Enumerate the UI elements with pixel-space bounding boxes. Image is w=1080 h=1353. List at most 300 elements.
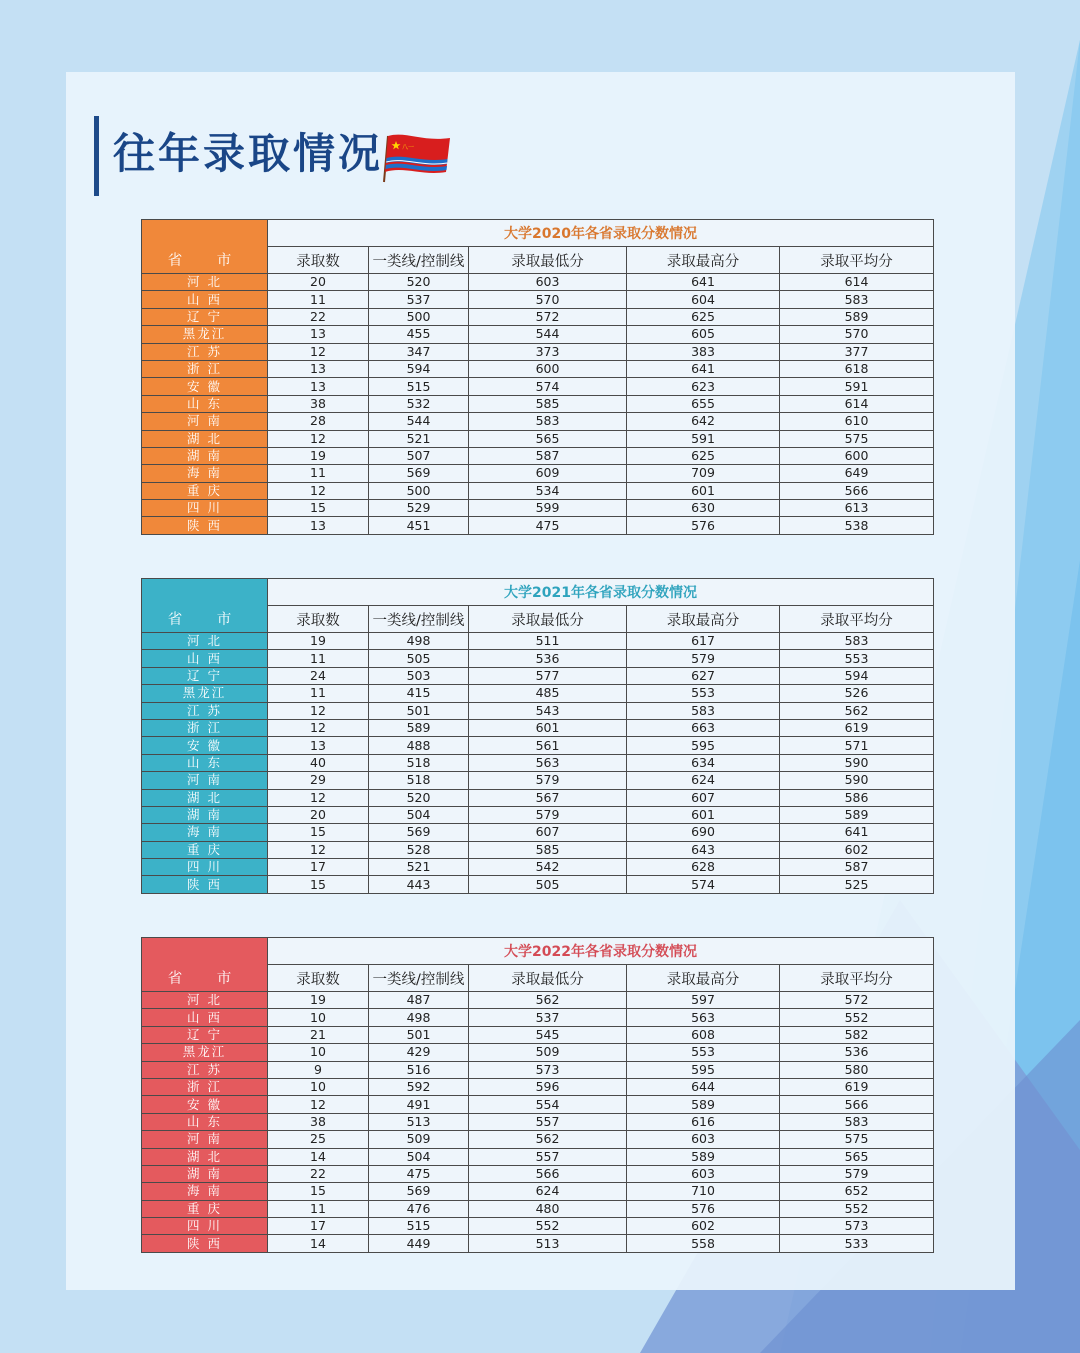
cell-admitted-count: 13 [268, 517, 369, 534]
cell-control-line: 529 [369, 500, 469, 517]
cell-province: 湖 南 [142, 806, 268, 823]
cell-max-score: 663 [627, 719, 780, 736]
table-caption-row [142, 220, 934, 247]
header-min-score: 录取最低分 [469, 965, 627, 992]
cell-province: 安 徽 [142, 737, 268, 754]
cell-avg-score: 552 [780, 1009, 934, 1026]
cell-min-score: 536 [469, 650, 627, 667]
cell-min-score: 624 [469, 1183, 627, 1200]
cell-min-score: 596 [469, 1078, 627, 1095]
table-row [142, 667, 934, 684]
header-province: 省 市 [142, 247, 268, 274]
cell-admitted-count: 17 [268, 1218, 369, 1235]
cell-avg-score: 583 [780, 1113, 934, 1130]
cell-province: 浙 江 [142, 1078, 268, 1095]
cell-province: 陕 西 [142, 517, 268, 534]
cell-min-score: 475 [469, 517, 627, 534]
cell-avg-score: 587 [780, 859, 934, 876]
cell-min-score: 579 [469, 806, 627, 823]
header-avg-score: 录取平均分 [780, 965, 934, 992]
cell-avg-score: 566 [780, 1096, 934, 1113]
cell-avg-score: 652 [780, 1183, 934, 1200]
header-control-line: 一类线/控制线 [369, 606, 469, 633]
table-row [142, 1026, 934, 1043]
cell-province: 湖 北 [142, 789, 268, 806]
cell-control-line: 498 [369, 633, 469, 650]
cell-admitted-count: 12 [268, 719, 369, 736]
cell-control-line: 501 [369, 702, 469, 719]
cell-province: 湖 北 [142, 1148, 268, 1165]
cell-avg-score: 613 [780, 500, 934, 517]
table-row [142, 737, 934, 754]
cell-control-line: 569 [369, 465, 469, 482]
table-row [142, 1165, 934, 1182]
cell-min-score: 570 [469, 291, 627, 308]
cell-province: 四 川 [142, 500, 268, 517]
cell-province: 江 苏 [142, 343, 268, 360]
cell-admitted-count: 19 [268, 633, 369, 650]
cell-min-score: 534 [469, 482, 627, 499]
cell-max-score: 591 [627, 430, 780, 447]
cell-max-score: 576 [627, 1200, 780, 1217]
header-control-line: 一类线/控制线 [369, 247, 469, 274]
table-row [142, 1096, 934, 1113]
cell-min-score: 542 [469, 859, 627, 876]
cell-avg-score: 565 [780, 1148, 934, 1165]
header-max-score: 录取最高分 [627, 606, 780, 633]
table-row [142, 1200, 934, 1217]
cell-avg-score: 562 [780, 702, 934, 719]
cell-max-score: 604 [627, 291, 780, 308]
cell-province: 海 南 [142, 465, 268, 482]
table-row [142, 482, 934, 499]
table-row [142, 1148, 934, 1165]
cell-province: 河 南 [142, 772, 268, 789]
cell-admitted-count: 38 [268, 1113, 369, 1130]
cell-avg-score: 583 [780, 291, 934, 308]
cell-avg-score: 566 [780, 482, 934, 499]
cell-max-score: 589 [627, 1096, 780, 1113]
cell-min-score: 485 [469, 685, 627, 702]
cell-admitted-count: 12 [268, 841, 369, 858]
cell-avg-score: 533 [780, 1235, 934, 1252]
cell-control-line: 347 [369, 343, 469, 360]
table-row [142, 1078, 934, 1095]
cell-province: 陕 西 [142, 876, 268, 893]
table-row [142, 291, 934, 308]
header-province: 省 市 [142, 606, 268, 633]
header-max-score: 录取最高分 [627, 965, 780, 992]
cell-control-line: 500 [369, 308, 469, 325]
cell-max-score: 709 [627, 465, 780, 482]
cell-province: 陕 西 [142, 1235, 268, 1252]
flag-text: 八一 [402, 144, 415, 151]
caption-accent-cell [142, 579, 268, 606]
cell-admitted-count: 11 [268, 650, 369, 667]
cell-max-score: 617 [627, 633, 780, 650]
cell-admitted-count: 13 [268, 378, 369, 395]
cell-avg-score: 641 [780, 824, 934, 841]
cell-avg-score: 538 [780, 517, 934, 534]
cell-max-score: 579 [627, 650, 780, 667]
cell-min-score: 609 [469, 465, 627, 482]
cell-admitted-count: 10 [268, 1044, 369, 1061]
cell-max-score: 655 [627, 395, 780, 412]
cell-admitted-count: 40 [268, 754, 369, 771]
cell-max-score: 595 [627, 1061, 780, 1078]
cell-province: 江 苏 [142, 1061, 268, 1078]
table-row [142, 343, 934, 360]
cell-max-score: 627 [627, 667, 780, 684]
cell-avg-score: 589 [780, 806, 934, 823]
cell-admitted-count: 9 [268, 1061, 369, 1078]
cell-admitted-count: 15 [268, 1183, 369, 1200]
cell-avg-score: 590 [780, 754, 934, 771]
cell-max-score: 690 [627, 824, 780, 841]
cell-max-score: 628 [627, 859, 780, 876]
table-row [142, 772, 934, 789]
header-avg-score: 录取平均分 [780, 606, 934, 633]
cell-max-score: 583 [627, 702, 780, 719]
table-row [142, 517, 934, 534]
cell-province: 辽 宁 [142, 308, 268, 325]
table-row [142, 308, 934, 325]
cell-control-line: 504 [369, 1148, 469, 1165]
cell-max-score: 625 [627, 447, 780, 464]
cell-control-line: 475 [369, 1165, 469, 1182]
cell-avg-score: 614 [780, 274, 934, 291]
cell-province: 重 庆 [142, 841, 268, 858]
cell-max-score: 597 [627, 992, 780, 1009]
cell-admitted-count: 25 [268, 1131, 369, 1148]
table-caption: 大学2022年各省录取分数情况 [268, 938, 934, 965]
cell-province: 山 东 [142, 395, 268, 412]
table-row [142, 1044, 934, 1061]
cell-admitted-count: 11 [268, 465, 369, 482]
cell-province: 海 南 [142, 1183, 268, 1200]
cell-avg-score: 594 [780, 667, 934, 684]
cell-control-line: 491 [369, 1096, 469, 1113]
cell-admitted-count: 11 [268, 685, 369, 702]
caption-accent-cell [142, 938, 268, 965]
table-row [142, 465, 934, 482]
cell-min-score: 543 [469, 702, 627, 719]
cell-min-score: 545 [469, 1026, 627, 1043]
cell-avg-score: 571 [780, 737, 934, 754]
cell-max-score: 616 [627, 1113, 780, 1130]
table-row [142, 1218, 934, 1235]
table-row [142, 719, 934, 736]
cell-province: 安 徽 [142, 378, 268, 395]
cell-max-score: 641 [627, 360, 780, 377]
table-caption-row [142, 579, 934, 606]
cell-max-score: 602 [627, 1218, 780, 1235]
cell-avg-score: 583 [780, 633, 934, 650]
cell-min-score: 505 [469, 876, 627, 893]
table-caption: 大学2021年各省录取分数情况 [268, 579, 934, 606]
cell-admitted-count: 19 [268, 447, 369, 464]
cell-avg-score: 590 [780, 772, 934, 789]
cell-min-score: 579 [469, 772, 627, 789]
table-row [142, 992, 934, 1009]
cell-max-score: 603 [627, 1165, 780, 1182]
cell-avg-score: 619 [780, 719, 934, 736]
cell-max-score: 603 [627, 1131, 780, 1148]
cell-admitted-count: 29 [268, 772, 369, 789]
table-row [142, 754, 934, 771]
cell-min-score: 587 [469, 447, 627, 464]
admission-table-2022 [141, 937, 934, 1253]
cell-control-line: 515 [369, 378, 469, 395]
cell-control-line: 504 [369, 806, 469, 823]
table-row [142, 326, 934, 343]
cell-admitted-count: 15 [268, 876, 369, 893]
cell-min-score: 557 [469, 1113, 627, 1130]
table-row [142, 1131, 934, 1148]
cell-min-score: 607 [469, 824, 627, 841]
cell-control-line: 544 [369, 413, 469, 430]
cell-control-line: 518 [369, 772, 469, 789]
table-row [142, 685, 934, 702]
cell-control-line: 520 [369, 274, 469, 291]
cell-province: 湖 南 [142, 1165, 268, 1182]
table-row [142, 806, 934, 823]
cell-control-line: 589 [369, 719, 469, 736]
header-max-score: 录取最高分 [627, 247, 780, 274]
table-row [142, 1235, 934, 1252]
cell-min-score: 585 [469, 395, 627, 412]
cell-max-score: 563 [627, 1009, 780, 1026]
cell-admitted-count: 15 [268, 824, 369, 841]
cell-avg-score: 591 [780, 378, 934, 395]
cell-province: 河 北 [142, 633, 268, 650]
cell-min-score: 566 [469, 1165, 627, 1182]
cell-avg-score: 575 [780, 1131, 934, 1148]
cell-admitted-count: 21 [268, 1026, 369, 1043]
cell-admitted-count: 14 [268, 1148, 369, 1165]
cell-max-score: 601 [627, 482, 780, 499]
header-avg-score: 录取平均分 [780, 247, 934, 274]
caption-accent-cell [142, 220, 268, 247]
table-row [142, 633, 934, 650]
cell-province: 安 徽 [142, 1096, 268, 1113]
admission-table-2020 [141, 219, 934, 535]
cell-province: 重 庆 [142, 1200, 268, 1217]
admission-table-2021 [141, 578, 934, 894]
cell-avg-score: 526 [780, 685, 934, 702]
cell-control-line: 594 [369, 360, 469, 377]
cell-max-score: 383 [627, 343, 780, 360]
table-row [142, 702, 934, 719]
cell-control-line: 498 [369, 1009, 469, 1026]
header-province: 省 市 [142, 965, 268, 992]
cell-min-score: 513 [469, 1235, 627, 1252]
cell-min-score: 557 [469, 1148, 627, 1165]
cell-min-score: 537 [469, 1009, 627, 1026]
cell-control-line: 503 [369, 667, 469, 684]
cell-admitted-count: 13 [268, 360, 369, 377]
cell-max-score: 644 [627, 1078, 780, 1095]
cell-control-line: 443 [369, 876, 469, 893]
table-row [142, 841, 934, 858]
cell-avg-score: 552 [780, 1200, 934, 1217]
cell-control-line: 513 [369, 1113, 469, 1130]
cell-control-line: 521 [369, 430, 469, 447]
cell-min-score: 509 [469, 1044, 627, 1061]
cell-min-score: 572 [469, 308, 627, 325]
cell-control-line: 537 [369, 291, 469, 308]
cell-admitted-count: 13 [268, 737, 369, 754]
table-row [142, 876, 934, 893]
cell-admitted-count: 22 [268, 1165, 369, 1182]
table-row [142, 1113, 934, 1130]
cell-admitted-count: 13 [268, 326, 369, 343]
cell-max-score: 642 [627, 413, 780, 430]
cell-min-score: 552 [469, 1218, 627, 1235]
cell-avg-score: 582 [780, 1026, 934, 1043]
cell-avg-score: 600 [780, 447, 934, 464]
cell-admitted-count: 12 [268, 343, 369, 360]
header-min-score: 录取最低分 [469, 247, 627, 274]
cell-max-score: 601 [627, 806, 780, 823]
cell-max-score: 558 [627, 1235, 780, 1252]
cell-control-line: 528 [369, 841, 469, 858]
cell-max-score: 605 [627, 326, 780, 343]
cell-min-score: 561 [469, 737, 627, 754]
table-row [142, 1183, 934, 1200]
cell-avg-score: 570 [780, 326, 934, 343]
table-row [142, 1009, 934, 1026]
cell-province: 河 北 [142, 992, 268, 1009]
cell-max-score: 630 [627, 500, 780, 517]
page-title: 往年录取情况 [113, 129, 384, 178]
cell-max-score: 634 [627, 754, 780, 771]
cell-max-score: 607 [627, 789, 780, 806]
cell-province: 四 川 [142, 1218, 268, 1235]
cell-admitted-count: 11 [268, 291, 369, 308]
cell-province: 山 西 [142, 650, 268, 667]
cell-min-score: 573 [469, 1061, 627, 1078]
cell-control-line: 516 [369, 1061, 469, 1078]
cell-province: 山 西 [142, 1009, 268, 1026]
cell-admitted-count: 15 [268, 500, 369, 517]
cell-min-score: 373 [469, 343, 627, 360]
cell-max-score: 643 [627, 841, 780, 858]
cell-avg-score: 525 [780, 876, 934, 893]
cell-province: 山 东 [142, 1113, 268, 1130]
cell-control-line: 569 [369, 824, 469, 841]
cell-admitted-count: 17 [268, 859, 369, 876]
table-row [142, 650, 934, 667]
cell-control-line: 592 [369, 1078, 469, 1095]
table-header-row [142, 606, 934, 633]
cell-admitted-count: 12 [268, 789, 369, 806]
cell-min-score: 562 [469, 992, 627, 1009]
cell-admitted-count: 19 [268, 992, 369, 1009]
cell-max-score: 608 [627, 1026, 780, 1043]
cell-avg-score: 573 [780, 1218, 934, 1235]
cell-avg-score: 572 [780, 992, 934, 1009]
cell-max-score: 625 [627, 308, 780, 325]
cell-admitted-count: 12 [268, 702, 369, 719]
table-row [142, 274, 934, 291]
cell-province: 河 北 [142, 274, 268, 291]
header-admitted-count: 录取数 [268, 965, 369, 992]
cell-min-score: 585 [469, 841, 627, 858]
table-header-row [142, 965, 934, 992]
cell-control-line: 451 [369, 517, 469, 534]
cell-control-line: 501 [369, 1026, 469, 1043]
cell-min-score: 574 [469, 378, 627, 395]
cell-province: 河 南 [142, 413, 268, 430]
cell-avg-score: 649 [780, 465, 934, 482]
table-row [142, 413, 934, 430]
cell-province: 黑龙江 [142, 1044, 268, 1061]
table-row [142, 430, 934, 447]
cell-control-line: 415 [369, 685, 469, 702]
cell-admitted-count: 20 [268, 806, 369, 823]
cell-control-line: 488 [369, 737, 469, 754]
cell-control-line: 429 [369, 1044, 469, 1061]
cell-max-score: 574 [627, 876, 780, 893]
table-row [142, 378, 934, 395]
cell-admitted-count: 10 [268, 1009, 369, 1026]
cell-province: 海 南 [142, 824, 268, 841]
cell-control-line: 520 [369, 789, 469, 806]
cell-control-line: 569 [369, 1183, 469, 1200]
table-row [142, 859, 934, 876]
cell-control-line: 487 [369, 992, 469, 1009]
cell-max-score: 595 [627, 737, 780, 754]
cell-control-line: 507 [369, 447, 469, 464]
cell-admitted-count: 22 [268, 308, 369, 325]
table-row [142, 395, 934, 412]
cell-control-line: 521 [369, 859, 469, 876]
cell-admitted-count: 38 [268, 395, 369, 412]
cell-control-line: 449 [369, 1235, 469, 1252]
cell-min-score: 577 [469, 667, 627, 684]
cell-min-score: 554 [469, 1096, 627, 1113]
cell-province: 黑龙江 [142, 326, 268, 343]
cell-province: 四 川 [142, 859, 268, 876]
cell-avg-score: 619 [780, 1078, 934, 1095]
cell-province: 湖 南 [142, 447, 268, 464]
cell-province: 浙 江 [142, 719, 268, 736]
table-header-row [142, 247, 934, 274]
cell-max-score: 589 [627, 1148, 780, 1165]
cell-max-score: 710 [627, 1183, 780, 1200]
table-caption-row [142, 938, 934, 965]
cell-control-line: 509 [369, 1131, 469, 1148]
cell-admitted-count: 11 [268, 1200, 369, 1217]
cell-admitted-count: 12 [268, 430, 369, 447]
cell-admitted-count: 28 [268, 413, 369, 430]
cell-control-line: 500 [369, 482, 469, 499]
header-control-line: 一类线/控制线 [369, 965, 469, 992]
cell-avg-score: 580 [780, 1061, 934, 1078]
cell-control-line: 532 [369, 395, 469, 412]
cell-max-score: 624 [627, 772, 780, 789]
table-row [142, 447, 934, 464]
cell-admitted-count: 10 [268, 1078, 369, 1095]
cell-avg-score: 579 [780, 1165, 934, 1182]
cell-admitted-count: 24 [268, 667, 369, 684]
table-row [142, 824, 934, 841]
cell-avg-score: 377 [780, 343, 934, 360]
cell-avg-score: 602 [780, 841, 934, 858]
cell-admitted-count: 20 [268, 274, 369, 291]
cell-control-line: 476 [369, 1200, 469, 1217]
